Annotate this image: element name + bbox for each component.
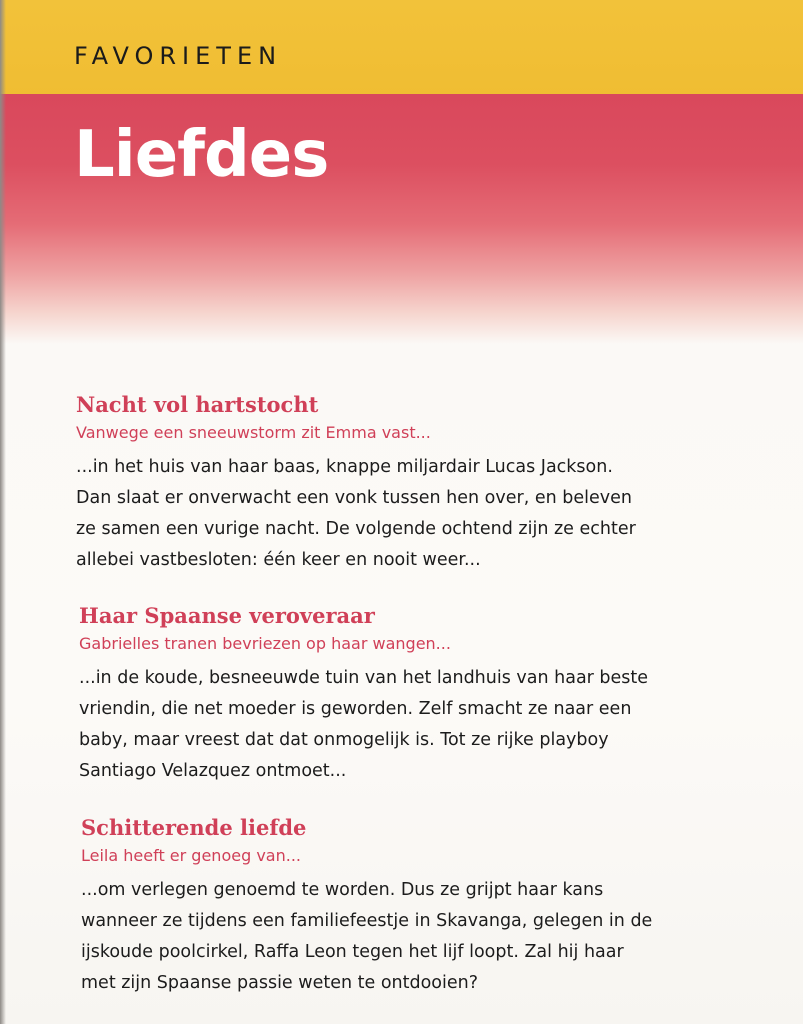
story-nacht-vol-hartstocht xyxy=(76,392,766,576)
story-body-line: met zijn Spaanse passie weten te ontdooien? xyxy=(81,973,479,993)
story-body-line: Dan slaat er onverwacht een vonk tussen hen over, en beleven xyxy=(76,488,632,508)
story-body-line: baby, maar vreest dat dat onmogelijk is. Tot ze rijke playboy xyxy=(79,730,609,750)
series-band xyxy=(0,0,803,97)
story-body-line: wanneer ze tijdens een familiefeestje in Skavanga, gelegen in de xyxy=(81,911,653,931)
story-body xyxy=(76,452,766,576)
series-label: FAVORIETEN xyxy=(74,42,283,70)
story-teaser: Gabrielles tranen bevriezen op haar wangen... xyxy=(79,634,451,653)
story-body-line: Santiago Velazquez ontmoet... xyxy=(79,761,347,781)
story-body-line: ze samen een vurige nacht. De volgende ochtend zijn ze echter xyxy=(76,519,636,539)
story-body-line: allebei vastbesloten: één keer en nooit weer... xyxy=(76,550,481,570)
story-body xyxy=(81,875,771,999)
story-title: Nacht vol hartstocht xyxy=(76,392,319,417)
story-teaser: Leila heeft er genoeg van... xyxy=(81,846,301,865)
cover-title: Liefdes xyxy=(74,118,329,192)
story-schitterende-liefde xyxy=(81,815,771,999)
story-body xyxy=(79,663,769,787)
story-body-line: vriendin, die net moeder is geworden. Zelf smacht ze naar een xyxy=(79,699,632,719)
story-body-line: ...in het huis van haar baas, knappe miljardair Lucas Jackson. xyxy=(76,457,613,477)
story-body-line: ijskoude poolcirkel, Raffa Leon tegen het lijf loopt. Zal hij haar xyxy=(81,942,624,962)
story-title: Schitterende liefde xyxy=(81,815,307,840)
story-body-line: ...in de koude, besneeuwde tuin van het landhuis van haar beste xyxy=(79,668,649,688)
story-teaser: Vanwege een sneeuwstorm zit Emma vast... xyxy=(76,423,431,442)
story-haar-spaanse-veroveraar xyxy=(79,603,769,787)
story-title: Haar Spaanse veroveraar xyxy=(79,603,375,628)
story-body-line: ...om verlegen genoemd te worden. Dus ze grijpt haar kans xyxy=(81,880,604,900)
cover-edge-shadow xyxy=(0,0,6,1024)
